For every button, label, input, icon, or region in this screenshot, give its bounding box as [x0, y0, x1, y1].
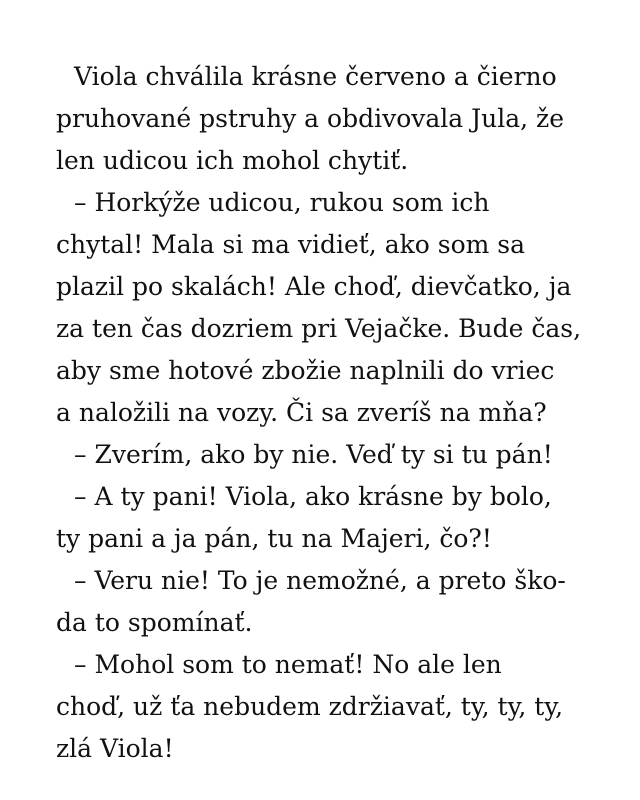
text-line: ty pani a ja pán, tu na Majeri, čo?! — [56, 524, 492, 553]
text-line: – Horkýže udicou, rukou som ich — [74, 188, 490, 217]
text-block — [56, 56, 596, 770]
text-line: – Veru nie! To je nemožné, a preto ško- — [74, 566, 566, 595]
text-line: za ten čas dozriem pri Vejačke. Bude čas, — [56, 314, 582, 343]
text-line: – Mohol som to nemať! No ale len — [74, 650, 502, 679]
text-line: Viola chválila krásne červeno a čierno — [74, 62, 557, 91]
text-line: choď, už ťa nebudem zdržiavať, ty, ty, ty, — [56, 692, 564, 721]
text-line: pruhované pstruhy a obdivovala Jula, že — [56, 104, 565, 133]
text-line: – A ty pani! Viola, ako krásne by bolo, — [74, 482, 552, 511]
text-line: plazil po skalách! Ale choď, dievčatko, ja — [56, 272, 572, 301]
text-line: zlá Viola! — [56, 734, 174, 763]
text-line: aby sme hotové zbožie naplnili do vriec — [56, 356, 555, 385]
text-line: len udicou ich mohol chytiť. — [56, 146, 409, 175]
text-line: da to spomínať. — [56, 608, 253, 637]
text-line: chytal! Mala si ma vidieť, ako som sa — [56, 230, 526, 259]
text-line: – Zverím, ako by nie. Veď ty si tu pán! — [74, 440, 553, 469]
text-line: a naložili na vozy. Či sa zveríš na mňa? — [56, 398, 547, 427]
